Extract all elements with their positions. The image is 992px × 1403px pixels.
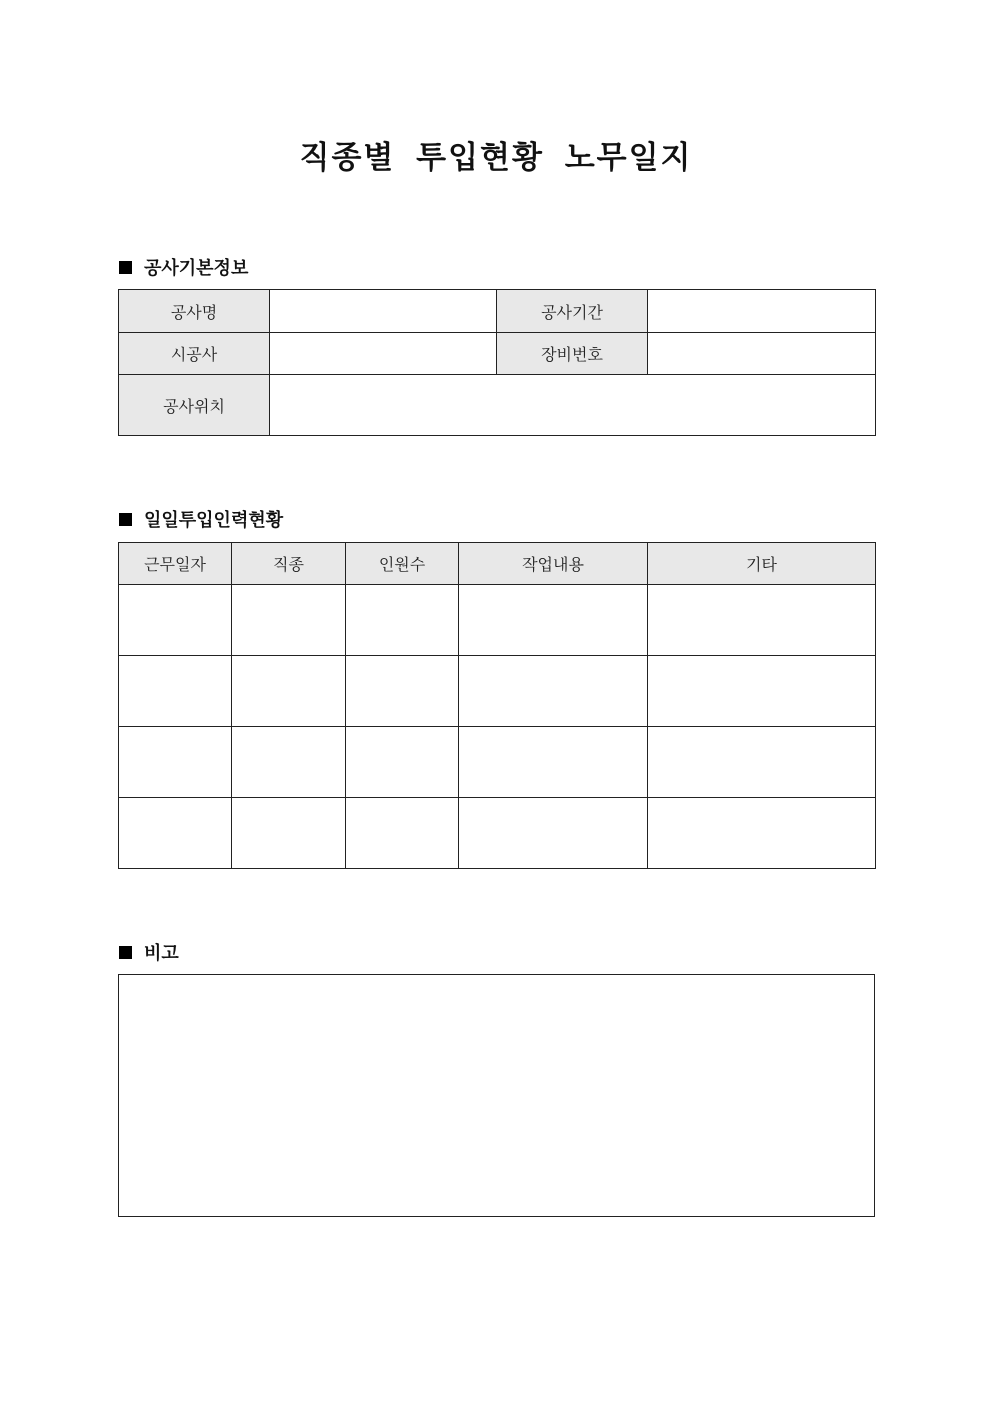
table-cell[interactable] — [459, 656, 648, 727]
section-heading-basic-info — [119, 254, 248, 280]
contractor-field[interactable] — [270, 333, 497, 375]
square-bullet-icon — [119, 513, 132, 526]
section-heading-label: 비고 — [144, 943, 179, 964]
table-row — [119, 585, 876, 656]
header-etc: 기타 — [648, 543, 876, 585]
daily-input-table — [118, 542, 876, 869]
section-heading-daily-input — [119, 506, 283, 532]
header-work-content: 작업내용 — [459, 543, 648, 585]
table-cell[interactable] — [648, 727, 876, 798]
project-name-field[interactable] — [270, 290, 497, 333]
equipment-number-field[interactable] — [648, 333, 876, 375]
project-location-field[interactable] — [270, 375, 876, 436]
project-location-label: 공사위치 — [119, 375, 270, 436]
table-cell[interactable] — [346, 727, 459, 798]
table-cell[interactable] — [119, 727, 232, 798]
table-cell[interactable] — [648, 585, 876, 656]
table-cell[interactable] — [648, 656, 876, 727]
table-row — [119, 798, 876, 869]
table-cell[interactable] — [346, 585, 459, 656]
remarks-field[interactable] — [118, 974, 875, 1217]
table-cell[interactable] — [119, 798, 232, 869]
section-heading-label: 공사기본정보 — [144, 258, 249, 279]
section-heading-remarks — [119, 939, 179, 965]
table-cell[interactable] — [459, 798, 648, 869]
table-cell[interactable] — [346, 798, 459, 869]
contractor-label: 시공사 — [119, 333, 270, 375]
table-cell[interactable] — [232, 798, 346, 869]
project-period-field[interactable] — [648, 290, 876, 333]
square-bullet-icon — [119, 261, 132, 274]
square-bullet-icon — [119, 946, 132, 959]
table-cell[interactable] — [648, 798, 876, 869]
project-period-label: 공사기간 — [497, 290, 648, 333]
table-cell[interactable] — [232, 656, 346, 727]
basic-info-table — [118, 289, 876, 436]
equipment-number-label: 장비번호 — [497, 333, 648, 375]
table-cell[interactable] — [459, 585, 648, 656]
project-name-label: 공사명 — [119, 290, 270, 333]
table-row — [119, 656, 876, 727]
table-cell[interactable] — [232, 727, 346, 798]
header-headcount: 인원수 — [346, 543, 459, 585]
table-cell[interactable] — [459, 727, 648, 798]
table-cell[interactable] — [119, 656, 232, 727]
table-cell[interactable] — [346, 656, 459, 727]
table-cell[interactable] — [119, 585, 232, 656]
header-job-type: 직종 — [232, 543, 346, 585]
page-title: 직종별 투입현황 노무일지 — [299, 140, 693, 176]
header-work-date: 근무일자 — [119, 543, 232, 585]
table-cell[interactable] — [232, 585, 346, 656]
section-heading-label: 일일투입인력현황 — [144, 510, 284, 531]
table-row — [119, 727, 876, 798]
